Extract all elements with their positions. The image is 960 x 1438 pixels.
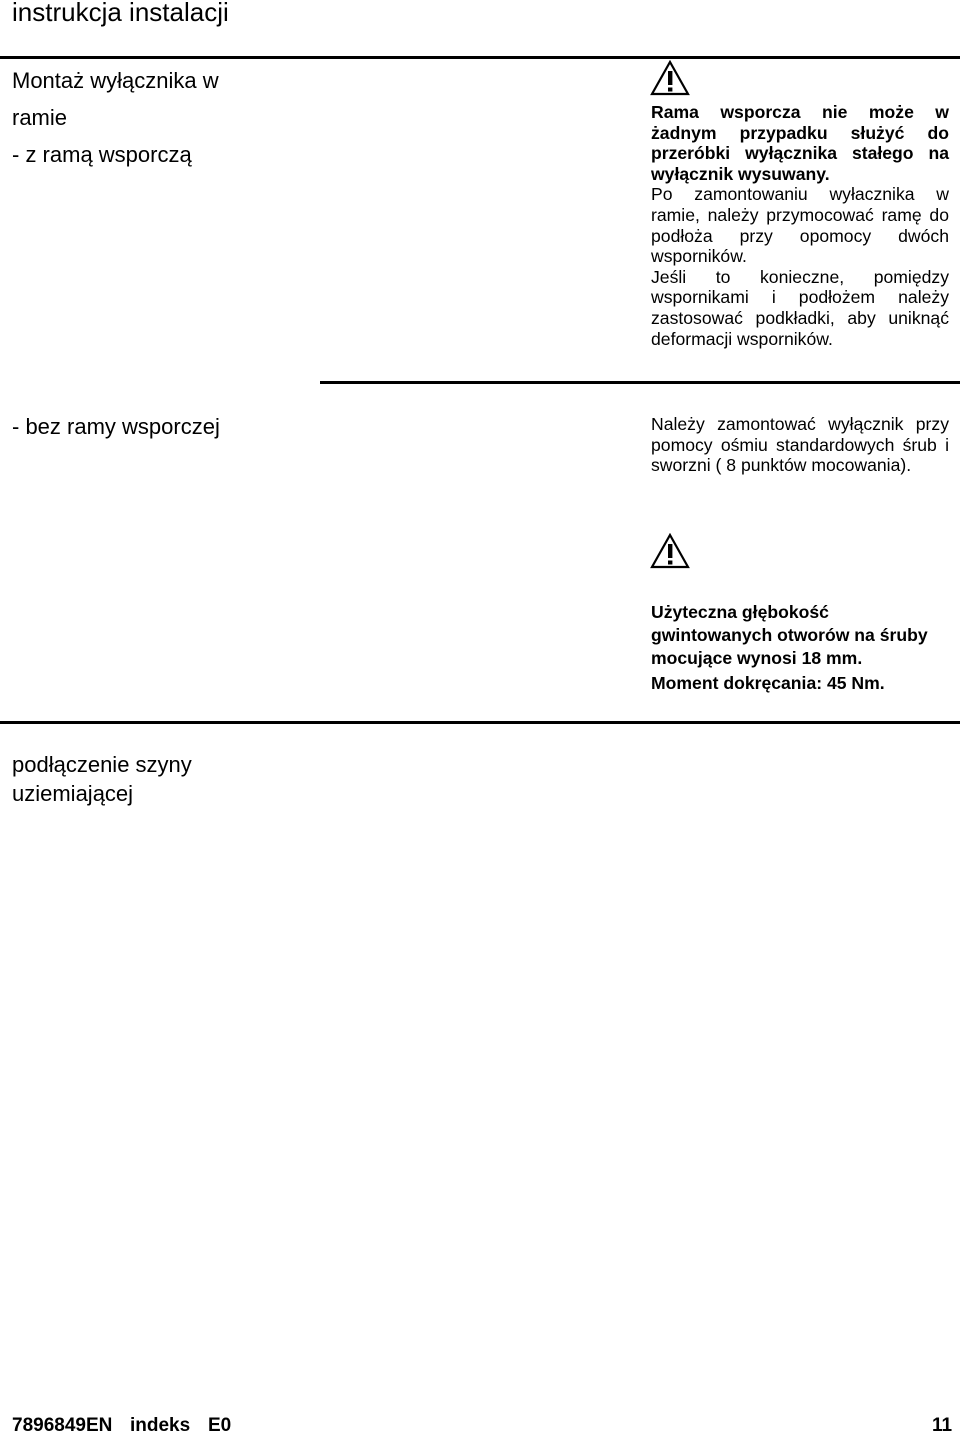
mounting-heading	[12, 62, 219, 173]
warning-triangle-icon	[650, 533, 690, 569]
footer-doc-code: 7896849EN	[12, 1415, 113, 1436]
divider-middle	[320, 381, 960, 384]
grounding-heading-line2: uziemiającej	[12, 781, 134, 806]
grounding-heading	[12, 750, 192, 808]
no-frame-warning-text	[651, 601, 951, 695]
mounting-heading-line1: Montaż wyłącznika w	[12, 68, 219, 93]
no-frame-paragraph: Należy zamontować wyłącznik przy pomocy ośmiu standardowych śrub i sworzni ( 8 punktów mocowania).	[651, 414, 949, 476]
mounting-heading-line2: ramie	[12, 105, 68, 130]
mounting-text-block	[651, 102, 949, 349]
page-title: instrukcja instalacji	[12, 0, 229, 27]
grounding-heading-line1: podłączenie szyny	[12, 752, 192, 777]
footer-index-label: indeks	[130, 1415, 191, 1436]
footer-page-number: 11	[932, 1415, 953, 1436]
torque-text: Moment dokręcania: 45 Nm.	[651, 673, 885, 693]
mounting-paragraph-2: Jeśli to konieczne, pomiędzy wspornikami i podłożem należy zastosować podkładki, aby uniknąć deformacji wsporników.	[651, 266, 949, 349]
mounting-heading-line3: - z ramą wsporczą	[12, 142, 192, 167]
divider-bottom	[0, 721, 960, 724]
warning-triangle-icon	[650, 60, 690, 96]
mounting-warning-text: Rama wsporcza nie może w żadnym przypadku służyć do przeróbki wyłącznika stałego na wyłącznik wysuwany.	[651, 102, 949, 184]
no-frame-heading: - bez ramy wsporczej	[12, 414, 220, 439]
divider-top	[0, 56, 960, 59]
depth-warning: Użyteczna głębokość gwintowanych otworów na śruby mocujące wynosi 18 mm.	[651, 602, 928, 668]
mounting-paragraph-1: Po zamontowaniu wyłacznika w ramie, należy przymocować ramę do podłoża przy opomocy dwóch wsporników.	[651, 184, 949, 267]
footer-index-value: E0	[208, 1415, 232, 1436]
